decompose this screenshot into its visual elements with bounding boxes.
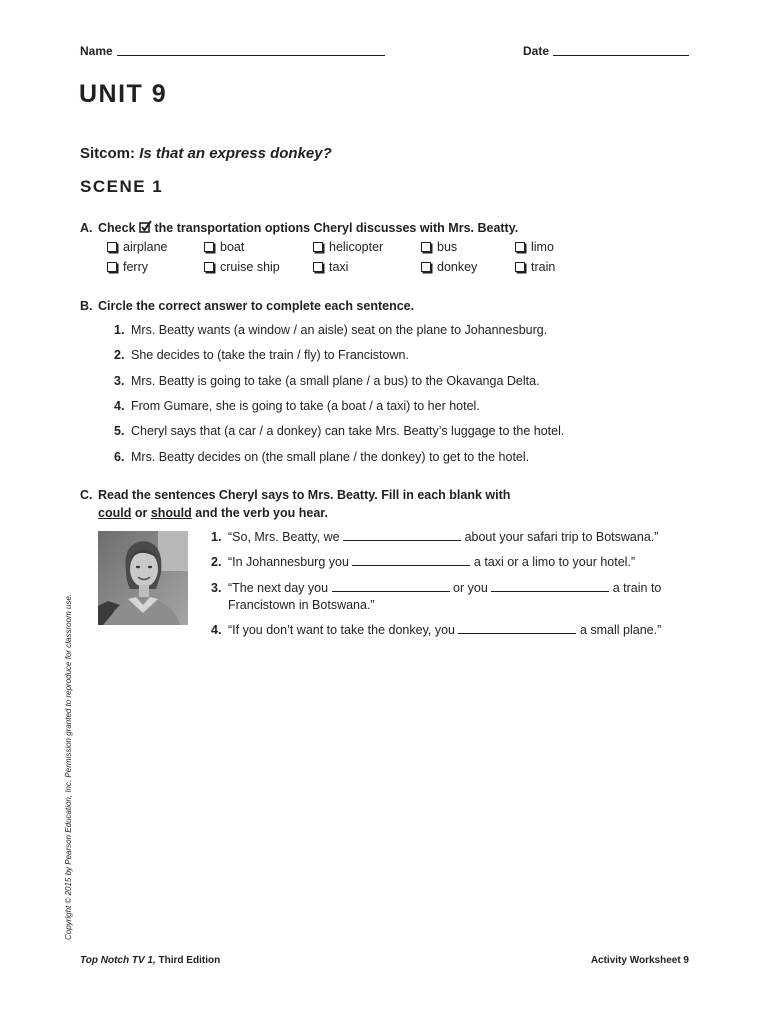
section-b-item[interactable] [114,323,547,337]
item-text-before: “In Johannesburg you [228,555,349,569]
section-a-instruction-text: the transportation options Cheryl discusses with Mrs. Beatty. [154,221,519,235]
copyright-notice: Copyright © 2015 by Pearson Education, Inc. Permission granted to reproduce for classroom use. [64,593,73,940]
answer-blank[interactable] [343,530,461,541]
item-number: 3. [114,374,125,388]
answer-blank[interactable] [458,623,576,634]
option-limo[interactable] [515,240,554,254]
section-b-item[interactable] [114,374,540,388]
checkbox-icon[interactable] [421,262,431,272]
option-train[interactable] [515,260,555,274]
unit-title: UNIT 9 [79,80,168,108]
section-c-instruction-line2 [98,506,328,520]
checkbox-icon[interactable] [515,262,525,272]
item-text-before: “The next day you [228,581,329,595]
section-b-item[interactable] [114,348,409,362]
option-label: helicopter [329,240,384,254]
item-text-after: a train to [612,581,662,595]
item-text: Mrs. Beatty decides on (the small plane / the donkey) to get to the hotel. [131,450,530,464]
answer-blank[interactable] [491,581,609,592]
item-number: 2. [211,555,222,569]
name-label: Name [80,44,113,58]
cheryl-photo [98,531,188,625]
option-airplane[interactable] [107,240,167,254]
section-c-instruction-text: Read the sentences Cheryl says to Mrs. Beatty. Fill in each blank with [98,488,511,502]
checkmark-box-icon [139,222,151,234]
section-a-instruction [80,221,518,235]
checkbox-icon[interactable] [107,242,117,252]
sitcom-title: Is that an express donkey? [139,145,332,162]
item-number: 1. [211,530,222,544]
option-label: ferry [123,260,148,274]
item-number: 6. [114,450,125,464]
section-c-item [211,581,661,595]
word-should: should [150,506,192,520]
item-number: 2. [114,348,125,362]
footer-book-title [80,955,220,966]
option-label: train [531,260,556,274]
option-bus[interactable] [421,240,457,254]
item-text-after: about your safari trip to Botswana.” [464,530,659,544]
option-label: limo [531,240,554,254]
section-c-item [211,530,658,544]
item-text: From Gumare, she is going to take (a boat / a taxi) to her hotel. [131,399,480,413]
section-b-item[interactable] [114,450,529,464]
item-text-middle: or you [453,581,488,595]
section-a-check-word: Check [98,221,136,235]
footer-worksheet: Activity Worksheet 9 [590,955,689,966]
name-line[interactable] [117,55,385,56]
item-text-before: “So, Mrs. Beatty, we [228,530,340,544]
section-c-letter: C. [80,488,93,502]
item-number: 4. [211,623,222,637]
item-text-before: “If you don’t want to take the donkey, you [228,623,455,637]
checkbox-icon[interactable] [313,242,323,252]
item-text: Cheryl says that (a car / a donkey) can take Mrs. Beatty’s luggage to the hotel. [131,424,565,438]
sitcom-prefix: Sitcom: [80,145,136,162]
item-text: Mrs. Beatty is going to take (a small plane / a bus) to the Okavanga Delta. [131,374,540,388]
section-c-instruction-end: and the verb you hear. [195,506,328,520]
section-c-item [211,555,635,569]
option-label: donkey [437,260,478,274]
checkbox-icon[interactable] [313,262,323,272]
word-could: could [98,506,132,520]
section-c-item-continuation: Francistown in Botswana.” [228,598,375,612]
item-text-after: a small plane.” [579,623,662,637]
option-label: cruise ship [220,260,280,274]
option-boat[interactable] [204,240,244,254]
section-b-instruction-text: Circle the correct answer to complete each sentence. [98,299,415,313]
date-label: Date [523,44,550,58]
item-number: 3. [211,581,222,595]
checkbox-icon[interactable] [204,242,214,252]
option-label: taxi [329,260,349,274]
section-c-instruction-line1 [80,488,510,502]
item-text-after: a taxi or a limo to your hotel.” [473,555,636,569]
sitcom-heading [80,145,332,162]
section-b-item[interactable] [114,399,480,413]
checkbox-icon[interactable] [204,262,214,272]
item-number: 4. [114,399,125,413]
scene-title: SCENE 1 [80,177,164,196]
option-label: airplane [123,240,168,254]
checkbox-icon[interactable] [421,242,431,252]
item-number: 1. [114,323,125,337]
option-donkey[interactable] [421,260,477,274]
word-or: or [134,506,148,520]
checkbox-icon[interactable] [515,242,525,252]
option-ferry[interactable] [107,260,148,274]
checkbox-icon[interactable] [107,262,117,272]
section-b-letter: B. [80,299,93,313]
item-text: She decides to (take the train / fly) to Francistown. [131,348,409,362]
answer-blank[interactable] [332,581,450,592]
option-label: bus [437,240,458,254]
footer-book-name: Top Notch TV 1, [80,955,156,966]
option-label: boat [220,240,245,254]
item-number: 5. [114,424,125,438]
option-helicopter[interactable] [313,240,383,254]
section-b-instruction [80,299,414,313]
option-cruise-ship[interactable] [204,260,280,274]
section-b-item[interactable] [114,424,564,438]
section-a-letter: A. [80,221,93,235]
option-taxi[interactable] [313,260,348,274]
item-text: Mrs. Beatty wants (a window / an aisle) seat on the plane to Johannesburg. [131,323,548,337]
footer-edition: Third Edition [155,955,221,966]
answer-blank[interactable] [352,555,470,566]
section-c-item [211,623,661,637]
date-line[interactable] [553,55,689,56]
